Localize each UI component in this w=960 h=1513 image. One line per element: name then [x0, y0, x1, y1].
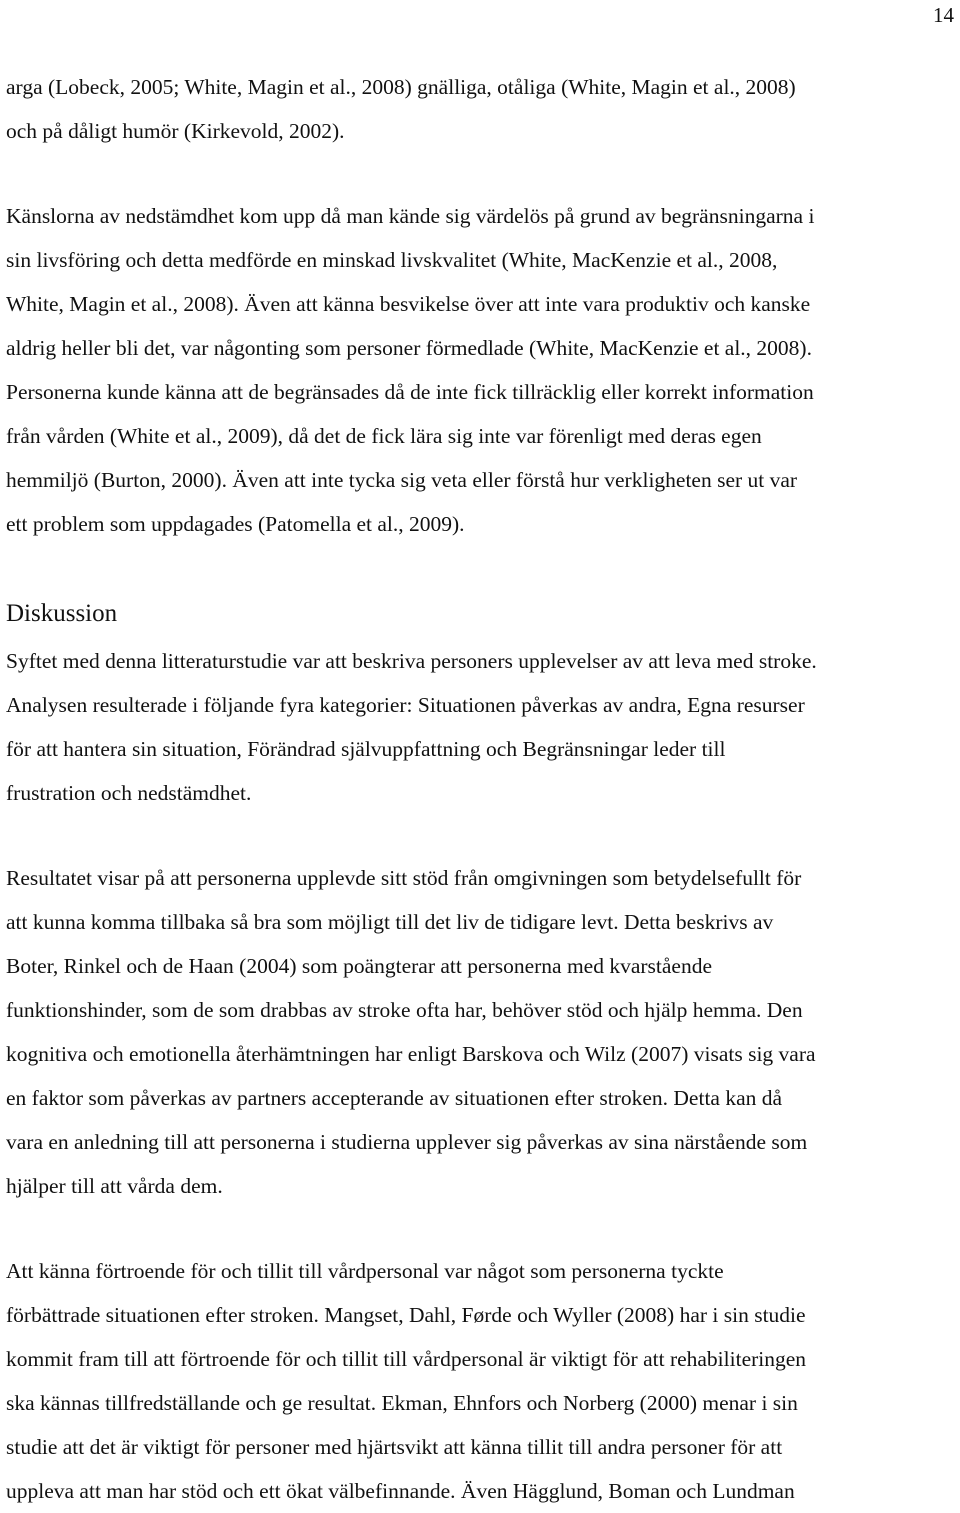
paragraph-nedstamdhet	[6, 194, 956, 546]
text-line: Resultatet visar på att personerna upplevde sitt stöd från omgivningen som betydelsefullt för	[6, 866, 802, 890]
text-line: uppleva att man har stöd och ett ökat välbefinnande. Även Hägglund, Boman och Lundman	[6, 1479, 795, 1503]
text-line: Personerna kunde känna att de begränsades då de inte fick tillräcklig eller korrekt information	[6, 380, 814, 404]
text-line: förbättrade situationen efter stroken. Mangset, Dahl, Førde och Wyller (2008) har i sin studie	[6, 1303, 806, 1327]
paragraph-resultat	[6, 856, 956, 1208]
text-line: från vården (White et al., 2009), då det de fick lära sig inte var förenligt med deras egen	[6, 424, 762, 448]
text-line: Boter, Rinkel och de Haan (2004) som poängterar att personerna med kvarstående	[6, 954, 713, 978]
paragraph-continuation	[6, 65, 956, 153]
text-line: hjälper till att vårda dem.	[6, 1174, 223, 1198]
text-line: kognitiva och emotionella återhämtningen har enligt Barskova och Wilz (2007) visats sig vara	[6, 1042, 816, 1066]
page-number: 14	[933, 3, 954, 27]
text-line: studie att det är viktigt för personer med hjärtsvikt att känna tillit till andra personer för att	[6, 1435, 783, 1459]
text-line: vara en anledning till att personerna i studierna upplever sig påverkas av sina närstående som	[6, 1130, 808, 1154]
text-line: Att känna förtroende för och tillit till vårdpersonal var något som personerna tyckte	[6, 1259, 724, 1283]
text-line: aldrig heller bli det, var någonting som personer förmedlade (White, MacKenzie et al., 2008).	[6, 336, 812, 360]
text-line: arga (Lobeck, 2005; White, Magin et al., 2008) gnälliga, otåliga (White, Magin et al., 2008)	[6, 75, 796, 99]
text-line: att kunna komma tillbaka så bra som möjligt till det liv de tidigare levt. Detta beskrivs av	[6, 910, 774, 934]
text-line: Analysen resulterade i följande fyra kategorier: Situationen påverkas av andra, Egna resurser	[6, 693, 805, 717]
text-line: en faktor som påverkas av partners accepterande av situationen efter stroken. Detta kan då	[6, 1086, 783, 1110]
paragraph-fortroende	[6, 1249, 956, 1513]
text-line: Känslorna av nedstämdhet kom upp då man kände sig värdelös på grund av begränsningarna i	[6, 204, 815, 228]
document-body	[6, 65, 956, 1513]
text-line: Syftet med denna litteraturstudie var att beskriva personers upplevelser av att leva med stroke.	[6, 649, 817, 673]
text-line: hemmiljö (Burton, 2000). Även att inte tycka sig veta eller förstå hur verkligheten ser ut var	[6, 468, 798, 492]
text-line: kommit fram till att förtroende för och tillit till vårdpersonal är viktigt för att rehabiliteringen	[6, 1347, 807, 1371]
text-line: och på dåligt humör (Kirkevold, 2002).	[6, 119, 345, 143]
text-line: frustration och nedstämdhet.	[6, 781, 252, 805]
section-heading-diskussion: Diskussion	[6, 600, 118, 627]
text-line: ett problem som uppdagades (Patomella et al., 2009).	[6, 512, 465, 536]
text-line: White, Magin et al., 2008). Även att känna besvikelse över att inte vara produktiv och kanske	[6, 292, 811, 316]
text-line: för att hantera sin situation, Förändrad självuppfattning och Begränsningar leder till	[6, 737, 726, 761]
paragraph-syfte	[6, 639, 956, 815]
text-line: sin livsföring och detta medförde en minskad livskvalitet (White, MacKenzie et al., 2008,	[6, 248, 778, 272]
text-line: ska kännas tillfredställande och ge resultat. Ekman, Ehnfors och Norberg (2000) menar i sin	[6, 1391, 798, 1415]
text-line: funktionshinder, som de som drabbas av stroke ofta har, behöver stöd och hjälp hemma. Den	[6, 998, 803, 1022]
